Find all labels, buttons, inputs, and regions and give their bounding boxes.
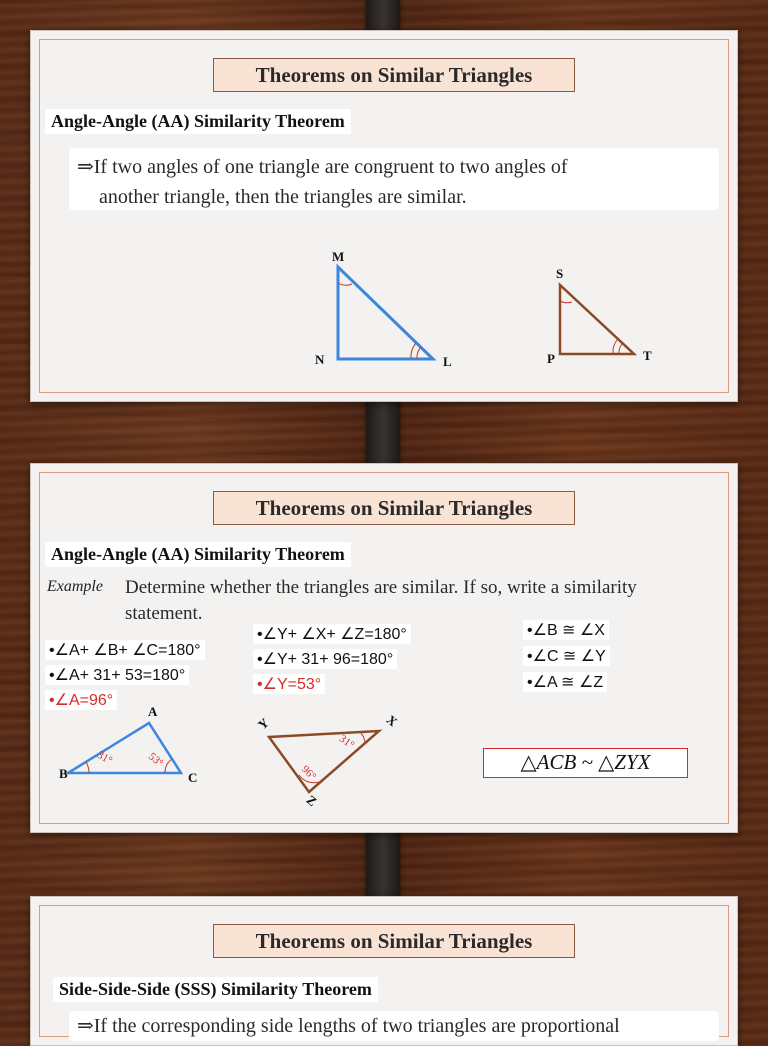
vertex-label-a: A — [148, 704, 158, 719]
step-a-sum: •∠A+ ∠B+ ∠C=180° — [45, 640, 205, 660]
step-a-substitute: •∠A+ 31+ 53=180° — [45, 665, 189, 685]
step-a-result: •∠A=96° — [45, 690, 117, 710]
triangle-xyz-shape — [269, 731, 379, 792]
vertex-label-t: T — [643, 348, 652, 363]
example-line-1: Determine whether the triangles are similar. If so, write a similarity — [125, 577, 637, 598]
triangle-spt — [31, 31, 739, 403]
statement-line-2: another triangle, then the triangles are similar. — [99, 186, 467, 208]
angle-label-z: 96° — [299, 763, 319, 783]
angle-mark-t-inner — [619, 344, 622, 354]
theorem-heading: Angle-Angle (AA) Similarity Theorem — [45, 542, 351, 567]
vertex-label-x: X — [383, 711, 401, 730]
example-line-2: statement. — [125, 603, 203, 624]
vertex-label-y: Y — [254, 714, 272, 733]
similarity-statement: △ACB ~ △ZYX — [483, 748, 688, 778]
slide-sss-theorem — [30, 896, 738, 1046]
congruence-c-y: •∠C ≅ ∠Y — [523, 646, 610, 666]
congruence-a-z: •∠A ≅ ∠Z — [523, 672, 607, 692]
triangle-xyz — [31, 464, 739, 834]
implies-arrow: ⇒ — [77, 1015, 94, 1037]
vertex-label-b: B — [59, 766, 68, 781]
slide-aa-example — [30, 463, 738, 833]
slide-aa-theorem — [30, 30, 738, 402]
vertex-label-s: S — [556, 266, 564, 281]
theorem-heading: Angle-Angle (AA) Similarity Theorem — [45, 109, 351, 134]
vertex-label-p: P — [547, 351, 555, 366]
vertex-label-z: Z — [303, 792, 320, 810]
angle-label-b: 31° — [95, 748, 115, 768]
angle-label-c: 53° — [145, 750, 166, 770]
angle-label-x: 31° — [336, 732, 357, 752]
angle-mark-s — [560, 301, 572, 303]
step-y-sum: •∠Y+ ∠X+ ∠Z=180° — [253, 624, 411, 644]
slide-title: Theorems on Similar Triangles — [213, 58, 575, 92]
triangle-spt-shape — [560, 285, 634, 354]
statement-line-1: If the corresponding side lengths of two triangles are proportional — [93, 1015, 620, 1037]
implies-arrow: ⇒ — [77, 156, 94, 178]
vertex-label-m: M — [332, 249, 345, 264]
step-y-substitute: •∠Y+ 31+ 96=180° — [253, 649, 397, 669]
vertex-label-n: N — [315, 352, 325, 367]
slide-title: Theorems on Similar Triangles — [213, 924, 575, 958]
angle-mark-t-outer — [613, 340, 617, 354]
angle-mark-x — [361, 733, 365, 744]
vertex-label-c: C — [188, 770, 198, 785]
step-y-result: •∠Y=53° — [253, 674, 325, 694]
theorem-heading: Side-Side-Side (SSS) Similarity Theorem — [53, 977, 378, 1002]
example-label: Example — [47, 578, 103, 595]
congruence-b-x: •∠B ≅ ∠X — [523, 620, 609, 640]
statement-line-1: If two angles of one triangle are congruent to two angles of — [93, 156, 568, 178]
theorem-statement — [69, 1011, 719, 1041]
slide-title: Theorems on Similar Triangles — [213, 491, 575, 525]
vertex-label-l: L — [443, 354, 452, 369]
